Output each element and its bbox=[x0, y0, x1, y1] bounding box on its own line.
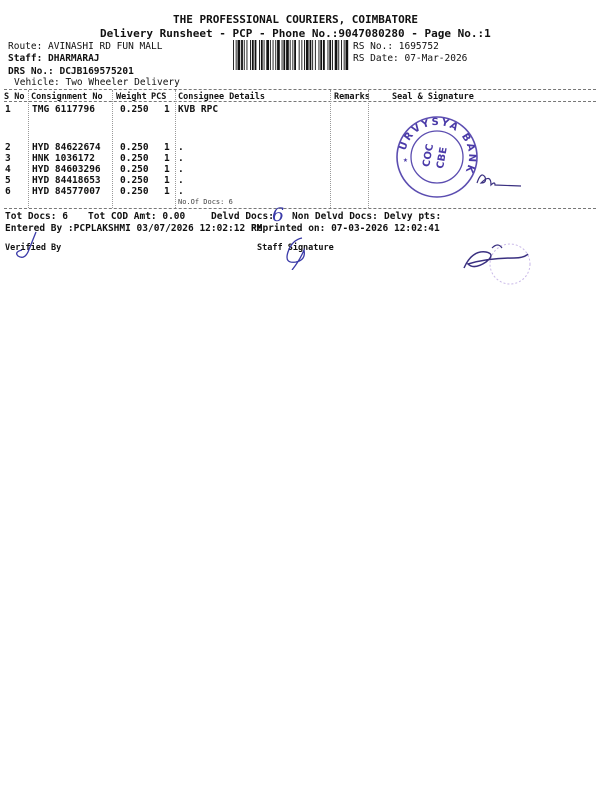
col-header-sno: S No bbox=[4, 92, 25, 102]
delvd-docs-handwritten: 6 bbox=[272, 204, 285, 226]
rs-number: RS No.: 1695752 bbox=[353, 41, 439, 52]
barcode-bar bbox=[329, 40, 331, 70]
col-header-consignment: Consignment No bbox=[31, 92, 103, 102]
row-weight: 0.250 bbox=[120, 175, 149, 186]
row-sno: 5 bbox=[5, 175, 11, 186]
barcode-bar bbox=[238, 40, 241, 70]
document-subtitle: Delivery Runsheet - PCP - Phone No.:9047080280 - Page No.:1 bbox=[100, 27, 491, 40]
row-pcs: 1 bbox=[164, 175, 170, 186]
barcode-bar bbox=[259, 40, 260, 70]
barcode-bar bbox=[341, 40, 342, 70]
barcode-bar bbox=[241, 40, 243, 70]
row-weight: 0.250 bbox=[120, 142, 149, 153]
staff-signature bbox=[278, 234, 318, 270]
col-header-weight: Weight bbox=[116, 92, 147, 102]
row-consignment-no: HYD 84418653 bbox=[32, 175, 101, 186]
stamp-line-2: CBE bbox=[435, 146, 450, 170]
staff-label: Staff: DHARMARAJ bbox=[8, 53, 100, 64]
drs-number: DRS No.: DCJB169575201 bbox=[8, 66, 134, 77]
row-consignee: . bbox=[178, 153, 184, 164]
barcode-bar bbox=[277, 40, 280, 70]
row-consignment-no: HYD 84603296 bbox=[32, 164, 101, 175]
row-pcs: 1 bbox=[164, 164, 170, 175]
barcode-bar bbox=[335, 40, 338, 70]
row-pcs: 1 bbox=[164, 153, 170, 164]
barcode-bar bbox=[247, 40, 248, 70]
stamp-star-icon: ★ bbox=[403, 155, 408, 164]
barcode-bar bbox=[328, 40, 329, 70]
barcode-bar bbox=[236, 40, 237, 70]
row-weight: 0.250 bbox=[120, 186, 149, 197]
barcode-bar bbox=[294, 40, 296, 70]
barcode-bar bbox=[250, 40, 251, 70]
barcode-bar bbox=[306, 40, 309, 70]
seal-signature bbox=[477, 175, 521, 186]
tot-cod-amt: Tot COD Amt: 0.00 bbox=[88, 211, 186, 222]
row-consignee: . bbox=[178, 142, 184, 153]
row-consignment-no: HYD 84577007 bbox=[32, 186, 101, 197]
row-pcs: 1 bbox=[164, 186, 170, 197]
barcode-bar bbox=[338, 40, 339, 70]
document-title: THE PROFESSIONAL COURIERS, COIMBATORE bbox=[173, 13, 419, 26]
barcode-bar bbox=[244, 40, 245, 70]
table-bottom-rule bbox=[4, 208, 596, 209]
verified-by-signature bbox=[6, 228, 46, 264]
delvd-docs: Delvd Docs: bbox=[211, 211, 274, 222]
barcode-bar bbox=[286, 40, 289, 70]
tot-docs: Tot Docs: 6 bbox=[5, 211, 68, 222]
row-sno: 1 bbox=[5, 104, 11, 115]
barcode-bar bbox=[312, 40, 313, 70]
barcode-bar bbox=[344, 40, 345, 70]
row-sno: 3 bbox=[5, 153, 11, 164]
barcode-bar bbox=[323, 40, 325, 70]
barcode-bar bbox=[299, 40, 300, 70]
no-of-docs: No.Of Docs: 6 bbox=[178, 198, 233, 206]
barcode-bar bbox=[315, 40, 316, 70]
barcode-bar bbox=[266, 40, 269, 70]
row-weight: 0.250 bbox=[120, 104, 149, 115]
barcode-bar bbox=[292, 40, 293, 70]
col-header-seal: Seal & Signature bbox=[392, 92, 474, 102]
barcode-bar bbox=[273, 40, 274, 70]
row-consignment-no: TMG 6117796 bbox=[32, 104, 95, 115]
barcode-bar bbox=[301, 40, 302, 70]
vehicle-label: Vehicle: Two Wheeler Delivery bbox=[14, 77, 180, 88]
barcode bbox=[233, 40, 349, 70]
table-header-rule bbox=[4, 101, 596, 102]
barcode-bar bbox=[233, 40, 234, 70]
barcode-bar bbox=[319, 40, 320, 70]
row-consignee: . bbox=[178, 175, 184, 186]
row-consignee: KVB RPC bbox=[178, 104, 219, 115]
row-sno: 4 bbox=[5, 164, 11, 175]
barcode-bar bbox=[261, 40, 263, 70]
barcode-bar bbox=[264, 40, 265, 70]
barcode-bar bbox=[275, 40, 276, 70]
barcode-bar bbox=[252, 40, 254, 70]
bank-seal-stamp bbox=[393, 115, 523, 200]
barcode-bar bbox=[346, 40, 349, 70]
barcode-bar bbox=[310, 40, 312, 70]
barcode-bar bbox=[290, 40, 291, 70]
row-consignment-no: HYD 84622674 bbox=[32, 142, 101, 153]
barcode-bar bbox=[255, 40, 257, 70]
row-sno: 2 bbox=[5, 142, 11, 153]
row-weight: 0.250 bbox=[120, 164, 149, 175]
col-header-consignee: Consignee Details bbox=[178, 92, 265, 102]
row-sno: 6 bbox=[5, 186, 11, 197]
barcode-bar bbox=[320, 40, 322, 70]
row-pcs: 1 bbox=[164, 104, 170, 115]
receiver-signature bbox=[458, 236, 538, 288]
row-weight: 0.250 bbox=[120, 153, 149, 164]
row-consignee: . bbox=[178, 164, 184, 175]
barcode-bar bbox=[283, 40, 285, 70]
table-top-rule bbox=[4, 89, 596, 90]
staff-signature-label: Staff Signature bbox=[257, 243, 334, 253]
barcode-bar bbox=[282, 40, 283, 70]
row-consignment-no: HNK 1036172 bbox=[32, 153, 95, 164]
reprinted-on: Reprinted on: 07-03-2026 12:02:41 bbox=[251, 223, 440, 234]
non-delvd-docs: Non Delvd Docs: bbox=[292, 211, 378, 222]
verified-by-label: Verified By bbox=[5, 243, 62, 253]
barcode-bar bbox=[270, 40, 271, 70]
rs-date: RS Date: 07-Mar-2026 bbox=[353, 53, 468, 64]
route-label: Route: AVINASHI RD FUN MALL bbox=[8, 41, 163, 52]
barcode-bar bbox=[332, 40, 333, 70]
col-header-remarks: Remarks bbox=[334, 92, 370, 102]
row-consignee: . bbox=[178, 186, 184, 197]
barcode-bar bbox=[304, 40, 305, 70]
col-header-pcs: PCS bbox=[151, 92, 167, 102]
delvy-pts: Delvy pts: bbox=[384, 211, 442, 222]
stamp-arc-text: URVYSYA BANK bbox=[397, 116, 478, 177]
entered-by: Entered By :PCPLAKSHMI 03/07/2026 12:02:12 PM bbox=[5, 223, 263, 234]
stamp-line-1: COC bbox=[421, 143, 437, 168]
row-pcs: 1 bbox=[164, 142, 170, 153]
